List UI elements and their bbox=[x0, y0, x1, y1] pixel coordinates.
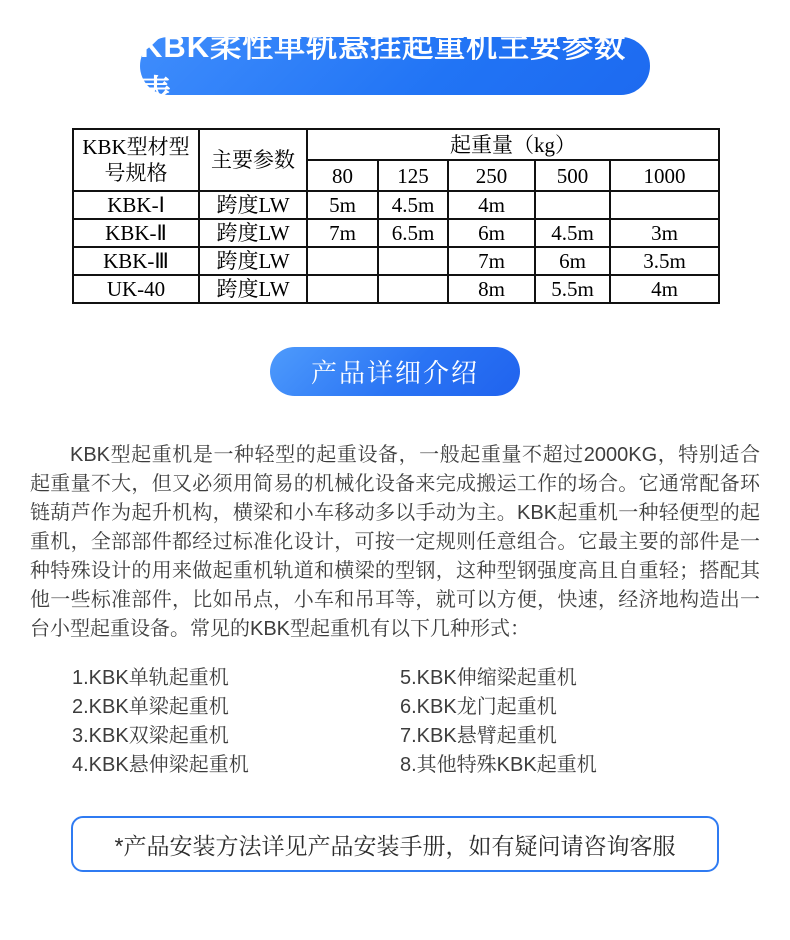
value-cell bbox=[307, 275, 378, 303]
value-cell: 4m bbox=[448, 191, 535, 219]
table-row bbox=[73, 219, 719, 247]
value-cell bbox=[610, 191, 719, 219]
value-cell: 8m bbox=[448, 275, 535, 303]
value-cell: 5.5m bbox=[535, 275, 610, 303]
capacity-value-header: 125 bbox=[378, 160, 448, 191]
installation-note-text: *产品安装方法详见产品安装手册，如有疑问请咨询客服 bbox=[114, 832, 676, 859]
product-details-button[interactable] bbox=[270, 347, 520, 396]
value-cell: 3.5m bbox=[610, 247, 719, 275]
list-item: 4.KBK悬伸梁起重机 bbox=[72, 754, 249, 776]
value-cell bbox=[378, 275, 448, 303]
value-cell: 5m bbox=[307, 191, 378, 219]
intro-paragraph: KBK型起重机是一种轻型的起重设备，一般起重量不超过2000KG，特别适合起重量不大，但又必须用简易的机械化设备来完成搬运工作的场合。它通常配备环链葫芦作为起升机构，横梁和小车移动多以手动为主。KBK起重机一种轻便型的起重机，全部部件都经过标准化设计，可按一定规则任意组合。它最主要的部件是一种特殊设计的用来做起重机轨道和横梁的型钢，这种型钢强度高且自重轻；搭配其他一些标准部件，比如吊点，小车和吊耳等，就可以方便，快速，经济地构造出一台小型起重设备。常见的KBK型起重机有以下几种形式： bbox=[30, 444, 760, 640]
parameters-table bbox=[72, 128, 720, 304]
list-item: 6.KBK龙门起重机 bbox=[400, 696, 557, 718]
param-cell: 跨度LW bbox=[199, 247, 307, 275]
list-item: 7.KBK悬臂起重机 bbox=[400, 725, 557, 747]
value-cell: 7m bbox=[307, 219, 378, 247]
capacity-value-header: 80 bbox=[307, 160, 378, 191]
value-cell: 6m bbox=[535, 247, 610, 275]
value-cell: 7m bbox=[448, 247, 535, 275]
value-cell bbox=[307, 247, 378, 275]
list-item: 3.KBK双梁起重机 bbox=[72, 725, 229, 747]
capacity-value-header: 1000 bbox=[610, 160, 719, 191]
param-cell: 跨度LW bbox=[199, 191, 307, 219]
value-cell: 6m bbox=[448, 219, 535, 247]
product-details-label: 产品详细介绍 bbox=[310, 358, 479, 388]
title-banner bbox=[140, 29, 650, 109]
crane-type-list-right bbox=[400, 664, 597, 780]
value-cell bbox=[378, 247, 448, 275]
value-cell bbox=[535, 191, 610, 219]
crane-type-lists bbox=[72, 664, 790, 780]
capacity-value-header: 500 bbox=[535, 160, 610, 191]
table-row bbox=[73, 275, 719, 303]
model-col-header: KBK型材型号规格 bbox=[73, 129, 199, 191]
list-item: 5.KBK伸缩梁起重机 bbox=[400, 667, 577, 689]
list-item: 1.KBK单轨起重机 bbox=[72, 667, 229, 689]
model-cell: KBK-Ⅱ bbox=[73, 219, 199, 247]
param-cell: 跨度LW bbox=[199, 275, 307, 303]
model-cell: UK-40 bbox=[73, 275, 199, 303]
list-item: 8.其他特殊KBK起重机 bbox=[400, 754, 597, 776]
list-item: 2.KBK单梁起重机 bbox=[72, 696, 229, 718]
page-title: KBK柔性单轨悬挂起重机主要参数表 bbox=[140, 29, 627, 109]
table-row bbox=[73, 247, 719, 275]
model-cell: KBK-Ⅰ bbox=[73, 191, 199, 219]
model-cell: KBK-Ⅲ bbox=[73, 247, 199, 275]
value-cell: 4.5m bbox=[535, 219, 610, 247]
capacity-value-header: 250 bbox=[448, 160, 535, 191]
param-cell: 跨度LW bbox=[199, 219, 307, 247]
value-cell: 6.5m bbox=[378, 219, 448, 247]
table-row bbox=[73, 191, 719, 219]
crane-type-list-left bbox=[72, 664, 400, 780]
value-cell: 4m bbox=[610, 275, 719, 303]
param-col-header: 主要参数 bbox=[199, 129, 307, 191]
value-cell: 4.5m bbox=[378, 191, 448, 219]
installation-note-box bbox=[71, 816, 719, 872]
capacity-header: 起重量（kg） bbox=[307, 129, 719, 160]
table-header-row bbox=[73, 129, 719, 160]
value-cell: 3m bbox=[610, 219, 719, 247]
